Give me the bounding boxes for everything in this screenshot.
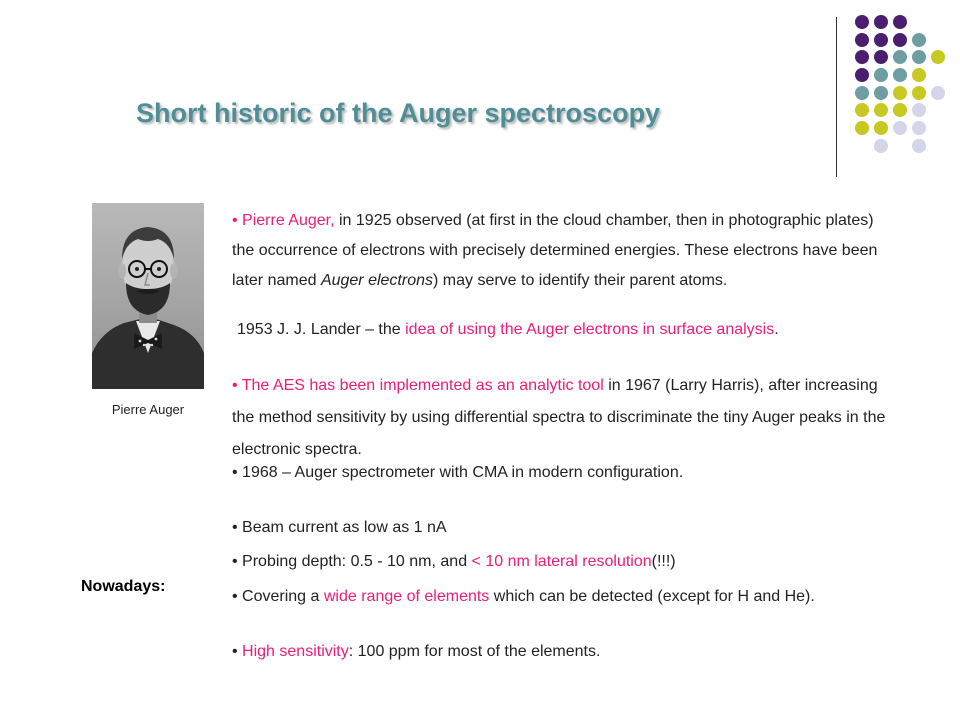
lateral-resolution-highlight: < 10 nm lateral resolution [471,553,652,570]
dot-lavender [874,139,888,153]
dot-teal [874,86,888,100]
decorative-divider-line [836,17,837,177]
paragraph-elements-range [232,585,894,608]
paragraph-text: 1953 J. J. Lander – the [237,321,406,338]
dot-teal [874,68,888,82]
paragraph-text: . [774,321,779,338]
dot-yellow [874,103,888,117]
paragraph-text: • Probing depth: 0.5 - 10 nm, and [232,553,472,570]
dot-teal [912,33,926,47]
dot-lavender [912,103,926,117]
paragraph-aes-implementation [232,370,894,466]
dot-yellow [912,86,926,100]
dot-purple [855,68,869,82]
paragraph-text: (!!!) [651,553,676,570]
surface-analysis-highlight: idea of using the Auger electrons in surface analysis [405,321,775,338]
dot-yellow [874,121,888,135]
paragraph-probing-depth [232,551,894,573]
paragraph-beam-current: • Beam current as low as 1 nA [232,519,447,536]
paragraph-text: ) may serve to identify their parent atoms. [433,272,728,289]
dot-purple [893,33,907,47]
dot-lavender [912,121,926,135]
paragraph-text: • [232,643,243,660]
paragraph-text: • Covering a [232,588,324,605]
auger-electrons-term: Auger electrons [320,272,433,289]
dot-purple [855,33,869,47]
dot-teal [855,86,869,100]
high-sensitivity-highlight: High sensitivity [242,643,349,660]
dot-purple [874,33,888,47]
nowadays-label: Nowadays: [81,578,166,595]
paragraph-pierre-auger [232,206,894,296]
portrait-photo [92,203,204,389]
dot-yellow [931,50,945,64]
paragraph-text: which can be detected (except for H and He). [489,588,815,605]
paragraph-1968: • 1968 – Auger spectrometer with CMA in modern configuration. [232,464,684,481]
dot-teal [912,50,926,64]
dot-purple [874,15,888,29]
paragraph-lander [237,317,899,343]
dot-lavender [912,139,926,153]
pierre-auger-highlight: • Pierre Auger, [232,212,335,229]
dot-yellow [912,68,926,82]
paragraph-sensitivity [232,641,894,663]
dot-lavender [931,86,945,100]
portrait-illustration [92,203,204,389]
dot-purple [855,50,869,64]
aes-highlight: • The AES has been implemented as an analytic tool [232,377,609,394]
dot-purple [874,50,888,64]
dot-yellow [855,103,869,117]
dot-purple [855,15,869,29]
slide-title: Short historic of the Auger spectroscopy [136,98,661,128]
paragraph-text: in 1967 (Larry Harris), after increasing the method sensitivity by using differential spectra to discriminate the tiny Auger peaks in the electronic spectra. [232,377,886,458]
paragraph-text: in 1925 observed (at first in the cloud chamber, then in photographic plates) the occurrence of electrons with precisely determined energies. These electrons have been later named [232,212,878,289]
dot-lavender [893,121,907,135]
dot-teal [893,50,907,64]
dot-yellow [855,121,869,135]
wide-range-highlight: wide range of elements [323,588,490,605]
dot-yellow [893,86,907,100]
dot-yellow [893,103,907,117]
dot-teal [893,68,907,82]
dot-purple [893,15,907,29]
paragraph-text: : 100 ppm for most of the elements. [348,643,601,660]
photo-caption: Pierre Auger [111,402,185,417]
